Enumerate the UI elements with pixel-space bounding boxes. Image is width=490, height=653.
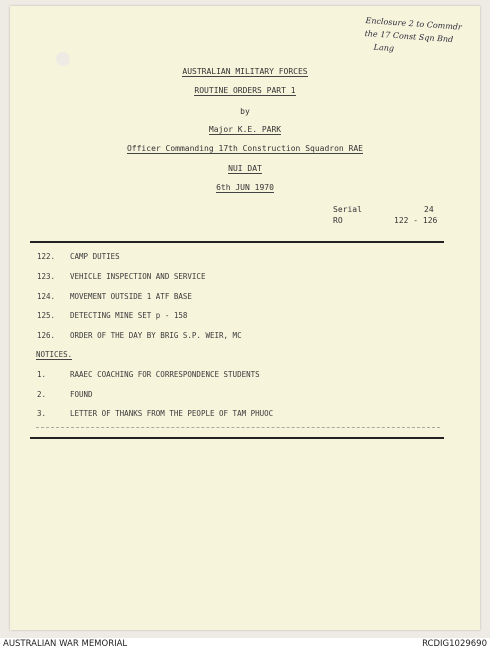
order-title: VEHICLE INSPECTION AND SERVICE: [70, 272, 206, 281]
notice-number: 2.: [37, 390, 47, 399]
order-number: 122.: [37, 252, 56, 261]
header-officer-role: Officer Commanding 17th Construction Squadron RAE: [126, 144, 363, 153]
handwritten-annotation: [363, 14, 485, 61]
notice-number: 3.: [37, 409, 47, 418]
annotation-line: Enclosure 2 to Commdr: [365, 15, 463, 32]
order-number: 124.: [37, 292, 56, 301]
order-number: 123.: [37, 272, 56, 281]
header-location: NUI DAT: [228, 164, 262, 173]
order-title: DETECTING MINE SET p - 158: [70, 311, 188, 320]
order-number: 125.: [37, 311, 56, 320]
notice-title: FOUND: [70, 390, 93, 399]
footer-institution: AUSTRALIAN WAR MEMORIAL: [3, 639, 128, 649]
notice-title: RAAEC COACHING FOR CORRESPONDENCE STUDENTS: [70, 370, 260, 379]
footer-record-id: RCDIG1029690: [422, 639, 487, 649]
header-officer-name: Major K.E. PARK: [208, 125, 282, 134]
annotation-line: Lang: [373, 42, 395, 54]
order-title: CAMP DUTIES: [70, 252, 120, 261]
bottom-divider: [30, 437, 444, 439]
order-title: ORDER OF THE DAY BY BRIG S.P. WEIR, MC: [70, 331, 242, 340]
notices-heading: NOTICES.: [36, 350, 73, 359]
annotation-line: the 17 Const Sqn Bnd: [364, 28, 454, 45]
header-date: 6th JUN 1970: [216, 183, 274, 192]
order-number: 126.: [37, 331, 56, 340]
header-organisation: AUSTRALIAN MILITARY FORCES: [182, 67, 308, 76]
serial-value: 24: [424, 205, 434, 214]
notice-number: 1.: [37, 370, 47, 379]
order-title: MOVEMENT OUTSIDE 1 ATF BASE: [70, 292, 192, 301]
header-document-title: ROUTINE ORDERS PART 1: [194, 86, 296, 95]
ro-range: 122 - 126: [394, 216, 438, 225]
notice-title: LETTER OF THANKS FROM THE PEOPLE OF TAM PHUOC: [70, 409, 274, 418]
faint-dashed-line: [36, 427, 440, 430]
serial-label: Serial: [333, 205, 362, 214]
ro-label: RO: [333, 216, 343, 225]
header-by: by: [240, 107, 250, 116]
top-divider: [30, 241, 444, 243]
punch-hole: [56, 52, 70, 66]
